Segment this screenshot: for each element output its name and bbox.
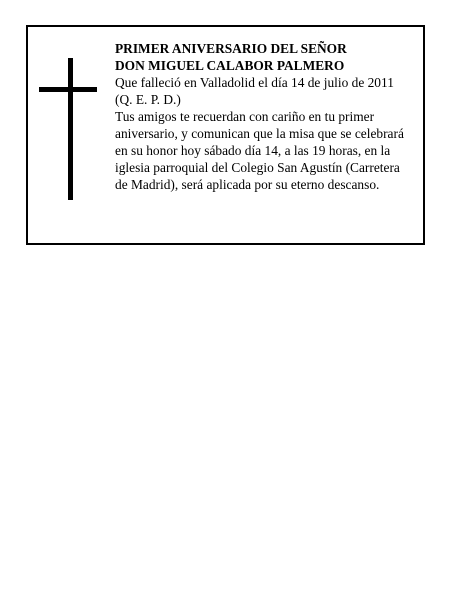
message-line: en su honor hoy sábado día 14, a las 19 horas, en la: [115, 143, 391, 158]
obituary-notice: [26, 25, 425, 245]
death-date-line: Que falleció en Valladolid el día 14 de julio de 2011: [115, 75, 394, 90]
message-line: de Madrid), será aplicada por su eterno descanso.: [115, 177, 380, 192]
rip-line: (Q. E. P. D.): [115, 92, 181, 107]
message-line: aniversario, y comunican que la misa que se celebrará: [115, 126, 404, 141]
notice-heading-line-1: PRIMER ANIVERSARIO DEL SEÑOR: [115, 41, 347, 56]
message-line: Tus amigos te recuerdan con cariño en tu primer: [115, 109, 375, 124]
notice-text: [115, 40, 420, 193]
cross-vertical-bar: [68, 58, 73, 200]
notice-heading-line-2: DON MIGUEL CALABOR PALMERO: [115, 58, 345, 73]
message-line: iglesia parroquial del Colegio San Agustín (Carretera: [115, 160, 400, 175]
cross-horizontal-bar: [39, 87, 97, 92]
message-paragraph: [115, 108, 420, 193]
